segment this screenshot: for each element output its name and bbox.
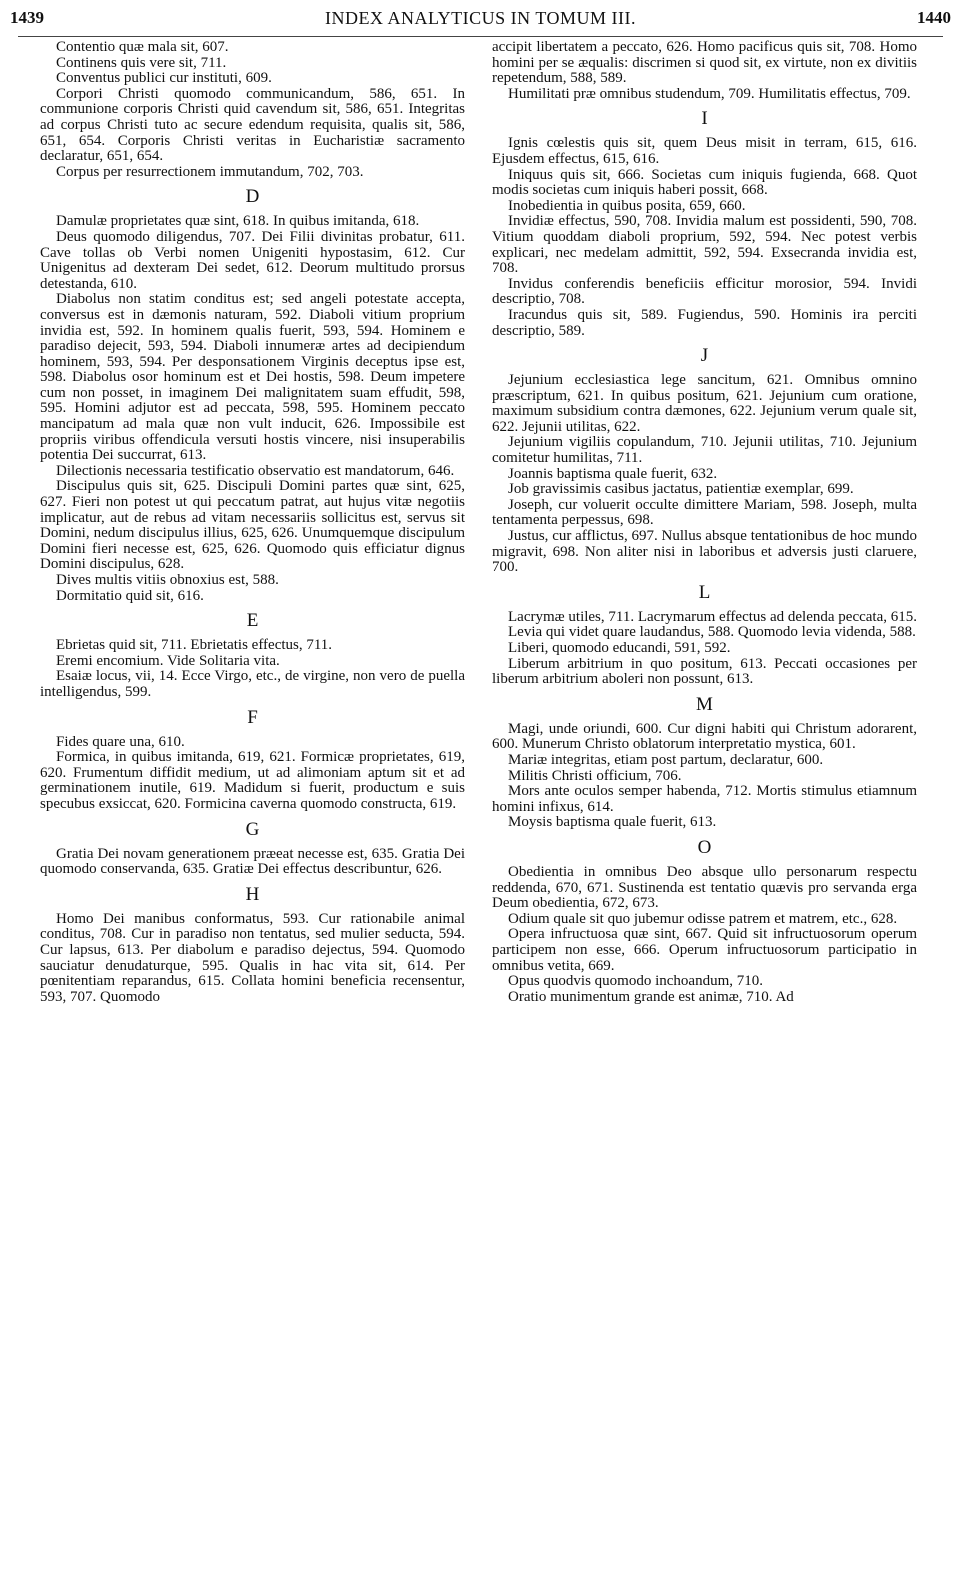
index-entry: Justus, cur afflictus, 697. Nullus absque tentationibus de hoc mundo migravit, 698. Non aliter nisi in laboribus et adversis justi claruere, 700.: [492, 528, 917, 576]
section-letter-h: H: [245, 883, 260, 905]
index-entry: Gratia Dei novam generationem præeat necesse est, 635. Gratia Dei quomodo conservanda, 635. Gratiæ Dei effectus describuntur, 626.: [40, 845, 465, 878]
index-entry: Job gravissimis casibus jactatus, patientiæ exemplar, 699.: [508, 481, 854, 498]
index-entry: Dilectionis necessaria testificatio observatio est mandatorum, 646.: [56, 462, 455, 479]
index-entry-continued: accipit libertatem a peccato, 626. Homo pacificus quis sit, 708. Homo homini per se æqualis: discrimen si quod sit, ex virtute, non ex divitiis repetendum, 588, 589.: [492, 39, 917, 87]
index-entry: Oratio munimentum grande est animæ, 710. Ad: [508, 988, 794, 1005]
index-entry: Lacrymæ utiles, 711. Lacrymarum effectus ad delenda peccata, 615.: [508, 608, 917, 625]
index-entry: Contentio quæ mala sit, 607.: [56, 39, 229, 55]
index-entry: Joseph, cur voluerit occulte dimittere Mariam, 598. Joseph, multa tentamenta perpessus, 698.: [492, 496, 917, 529]
section-letter-d: D: [245, 186, 260, 208]
index-entry: Humilitati præ omnibus studendum, 709. Humilitatis effectus, 709.: [508, 85, 911, 102]
index-entry: Opus quodvis quomodo inchoandum, 710.: [508, 973, 763, 990]
index-entry: Fides quare una, 610.: [56, 733, 185, 750]
index-entry: Ignis cœlestis quis sit, quem Deus misit in terram, 615, 616. Ejusdem effectus, 615, 616.: [492, 135, 917, 167]
left-column: [40, 40, 465, 1005]
section-letter-j: J: [700, 345, 709, 367]
index-entry: Continens quis vere sit, 711.: [56, 54, 227, 71]
index-entry: Dives multis vitiis obnoxius est, 588.: [56, 572, 279, 588]
index-entry: Moysis baptisma quale fuerit, 613.: [508, 814, 717, 831]
index-entry: Iniquus quis sit, 666. Societas cum iniquis fugienda, 668. Quot modis societas cum iniquis haberi possit, 668.: [492, 166, 917, 199]
index-entry: Homo Dei manibus conformatus, 593. Cur rationabile animal conditus, 708. Cur in paradiso non tentatus, sed mulier seducta, 594. Cur lapsus, 613. Per diabolum e paradiso dejectus, 594. Quomodo sauciatur denudaturque, 595. Qualis in hac vita sit, 614. Per pœnitentiam reparandus, 615. Collata homini beneficia recensentur, 593, 707. Quomodo: [40, 910, 465, 1005]
index-entry: Mariæ integritas, etiam post partum, declaratur, 600.: [508, 751, 824, 768]
index-entry: Opera infructuosa quæ sint, 667. Quid sit infructuosorum operum participem non esse, 666. Operum infructuosorum participatio in omnibus vetita, 669.: [492, 926, 917, 974]
index-entry: Formica, in quibus imitanda, 619, 621. Formicæ proprietates, 619, 620. Frumentum diffidit medium, ut ad alimoniam aptum sit et ad germinationem inutile, 619. Madidum si fuerit, productum e suis specubus exsiccat, 620. Formicina caverna quomodo constructa, 619.: [40, 749, 465, 812]
index-entry: Esaiæ locus, vii, 14. Ecce Virgo, etc., de virgine, non vero de puella intelligendus, 599.: [40, 668, 465, 700]
index-entry: Joannis baptisma quale fuerit, 632.: [508, 465, 718, 482]
index-entry: Jejunium ecclesiastica lege sancitum, 621. Omnibus omnino præscriptum, 621. In quibus positum, 621. Jejunium cum oratione, maximum subsidium contra dæmones, 622. Jejunium verum quale sit, 622. Jejunii utilitas, 622.: [492, 372, 917, 435]
right-column: [492, 40, 917, 1005]
section-letter-g: G: [245, 818, 260, 840]
index-entry: Diabolus non statim conditus est; sed angeli potestate accepta, conversus est in dæmonis naturam, 592. Diaboli vitium proprium invidia est, 592. In hominem qualis fuerit, 593, 594. Hominem e paradiso dejecit, 593, 594. Diaboli innumeræ artes ad decipiendum hominem, 593, 594. Per desponsationem Virginis deceptus ipse est, 598. Diabolus osor hominum est et Dei hostis, 598. Deum impetere cum non posset, in imaginem Dei malignitatem suam effudit, 598, 595. Homini adjutor est ad peccata, 598, 595. Hominem peccato mancipatum ad mala quæ non vult inducit, 626. Impossibile est propriis viribus offendicula versuti hostis vincere, nisi insuperabilis potentia Dei succurrat, 613.: [40, 291, 465, 464]
header-rule: [18, 36, 943, 37]
index-entry: Jejunium vigiliis copulandum, 710. Jejunii utilitas, 710. Jejunium comitetur humilitas, 711.: [492, 434, 917, 467]
running-title: INDEX ANALYTICUS IN TOMUM III.: [324, 8, 636, 28]
index-entry: Liberi, quomodo educandi, 591, 592.: [508, 640, 731, 656]
page-header: [10, 8, 951, 34]
index-entry: Eremi encomium. Vide Solitaria vita.: [56, 652, 280, 669]
index-entry: Inobedientia in quibus posita, 659, 660.: [508, 197, 746, 214]
index-entry: Invidus conferendis beneficiis efficitur morosior, 594. Invidi descriptio, 708.: [492, 275, 917, 308]
section-letter-e: E: [246, 610, 259, 632]
index-entry: Odium quale sit quo jubemur odisse patrem et matrem, etc., 628.: [508, 910, 898, 927]
index-entry: Invidiæ effectus, 590, 708. Invidia malum est possidenti, 590, 708. Vitium quoddam diaboli proprium, 592, 594. Nec potest verbis explicari, nec medelam admittit, 592, 594. Exsecranda invidia est, 708.: [492, 213, 917, 277]
index-entry: Ebrietas quid sit, 711. Ebrietatis effectus, 711.: [56, 637, 333, 654]
section-letter-o: O: [697, 836, 712, 858]
index-entry: Magi, unde oriundi, 600. Cur digni habiti qui Christum adorarent, 600. Munerum Christo oblatorum interpretatio mystica, 601.: [492, 720, 917, 753]
index-entry: Liberum arbitrium in quo positum, 613. Peccati occasiones per liberum arbitrium aboleri non possunt, 613.: [492, 655, 917, 688]
index-entry: Damulæ proprietates quæ sint, 618. In quibus imitanda, 618.: [56, 213, 420, 230]
index-entry: Mors ante oculos semper habenda, 712. Mortis stimulus etiamnum homini infixus, 614.: [492, 783, 917, 815]
page-number-left: 1439: [10, 8, 44, 27]
section-letter-m: M: [696, 693, 713, 715]
index-entry: Conventus publici cur instituti, 609.: [56, 70, 272, 87]
index-entry: Deus quomodo diligendus, 707. Dei Filii divinitas probatur, 611. Cave tollas ob Verbi nomen Unigeniti hypostasim, 612. Cur Unigenitus ad dexteram Dei sedet, 612. Deorum multitudo prorsus detestanda, 610.: [40, 228, 465, 292]
section-letter-l: L: [698, 581, 711, 603]
index-entry: Discipulus quis sit, 625. Discipuli Domini partes quæ sint, 625, 627. Fieri non potest ut qui peccatum patrat, aut hujus vitæ negotiis implicatur, aut de rebus ad vitam necessariis sollicitus est, servus sit Domini, nedum discipulus illius, 625, 626. Unumquemque discipulum Domini fieri necesse est, 625, 626. Quomodo quis efficiatur dignus Domini discipulus, 628.: [40, 478, 465, 573]
section-letter-f: F: [247, 706, 258, 728]
index-entry: Corpori Christi quomodo communicandum, 586, 651. In communione corporis Christi quid cavendum sit, 586, 651. Integritas ad corpus Christi tuto ac secure edendum requisita, qualis sit, 586, 651, 654. Corporis Christi veritas in Eucharistiæ sacramento declaratur, 651, 654.: [40, 85, 465, 165]
page-number-right: 1440: [917, 8, 951, 27]
index-entry: Obedientia in omnibus Deo absque ullo personarum respectu reddenda, 670, 671. Sustinenda est tentatio quævis pro servanda erga Deum obedientia, 672, 673.: [492, 863, 917, 912]
index-entry: Levia qui videt quare laudandus, 588. Quomodo levia videnda, 588.: [508, 624, 916, 641]
index-entry: Militis Christi officium, 706.: [508, 767, 682, 784]
index-entry: Iracundus quis sit, 589. Fugiendus, 590. Hominis ira perciti descriptio, 589.: [492, 306, 917, 339]
index-entry: Dormitatio quid sit, 616.: [56, 587, 204, 604]
section-letter-i: I: [701, 108, 708, 130]
index-entry: Corpus per resurrectionem immutandum, 702, 703.: [56, 163, 364, 180]
